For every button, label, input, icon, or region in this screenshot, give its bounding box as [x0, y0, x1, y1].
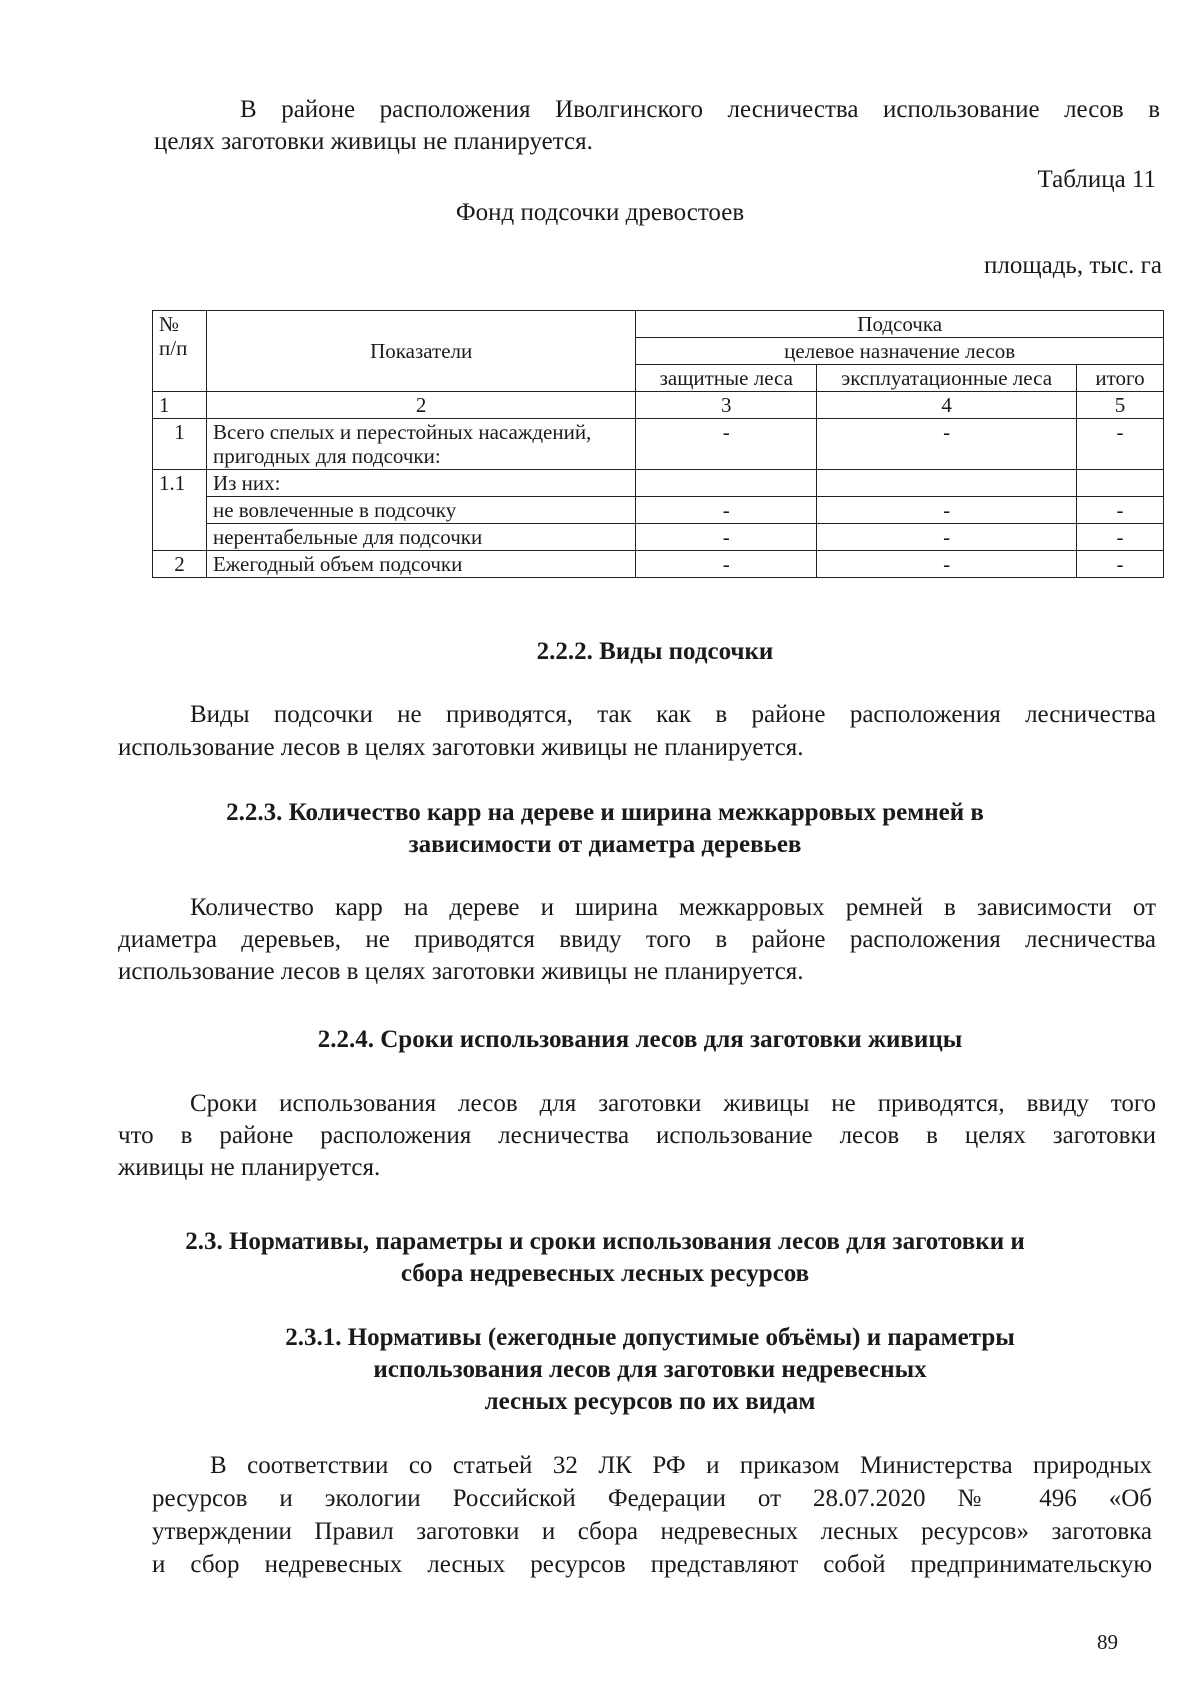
header-purpose: целевое назначение лесов — [636, 338, 1164, 365]
row-num — [153, 497, 207, 524]
header-operational: эксплуатационные леса — [817, 365, 1077, 392]
header-protective: защитные леса — [636, 365, 817, 392]
row-num: 2 — [153, 551, 207, 578]
header-indicator: Показатели — [206, 311, 635, 392]
row-num — [153, 524, 207, 551]
row-num: 1.1 — [153, 470, 207, 497]
section-heading-2-3-1-line-2: использования лесов для заготовки недревесных — [373, 1356, 927, 1383]
row-value-total: - — [1077, 524, 1164, 551]
s222-line-1: Виды подсочки не приводятся, так как в районе расположения лесничества — [190, 701, 1156, 728]
section-heading-2-2-3-line-2: зависимости от диаметра деревьев — [408, 831, 802, 858]
s231-line-2: ресурсов и экологии Российской Федерации от 28.07.2020 № 496 «Об — [152, 1485, 1152, 1512]
row-label: Ежегодный объем подсочки — [206, 551, 635, 578]
row-value-total — [1077, 470, 1164, 497]
section-heading-2-3-1-line-3: лесных ресурсов по их видам — [484, 1388, 816, 1415]
column-number-row — [153, 392, 1164, 419]
s224-line-3: живицы не планируется. — [118, 1154, 381, 1181]
col-number: 2 — [206, 392, 635, 419]
col-number: 5 — [1077, 392, 1164, 419]
header-total: итого — [1077, 365, 1164, 392]
s231-line-1: В соответствии со статьей 32 ЛК РФ и приказом Министерства природных — [210, 1452, 1152, 1479]
table-number: Таблица 11 — [1037, 166, 1156, 193]
row-value-protective: - — [636, 551, 817, 578]
row-value-protective: - — [636, 419, 817, 470]
tapping-fund-table — [152, 310, 1164, 578]
row-value-total: - — [1077, 419, 1164, 470]
col-number: 3 — [636, 392, 817, 419]
table-row — [153, 497, 1164, 524]
header-num: № п/п — [153, 311, 207, 392]
table-row — [153, 524, 1164, 551]
section-heading-2-2-2: 2.2.2. Виды подсочки — [536, 638, 774, 665]
row-value-operational: - — [817, 419, 1077, 470]
row-label: нерентабельные для подсочки — [206, 524, 635, 551]
s231-line-4: и сбор недревесных лесных ресурсов представляют собой предпринимательскую — [152, 1551, 1152, 1578]
section-heading-2-2-4: 2.2.4. Сроки использования лесов для заготовки живицы — [317, 1026, 963, 1053]
table-row — [153, 419, 1164, 470]
s223-line-1: Количество карр на дереве и ширина межкарровых ремней в зависимости от — [190, 894, 1156, 921]
table-title: Фонд подсочки древостоев — [455, 199, 745, 226]
col-number: 1 — [153, 392, 207, 419]
row-label: Из них: — [206, 470, 635, 497]
table-unit: площадь, тыс. га — [984, 252, 1162, 279]
table-header-row-1 — [153, 311, 1164, 338]
table-row — [153, 551, 1164, 578]
header-tapping: Подсочка — [636, 311, 1164, 338]
s223-line-2: диаметра деревьев, не приводятся ввиду того в районе расположения лесничества — [118, 926, 1156, 953]
row-label: не вовлеченные в подсочку — [206, 497, 635, 524]
row-value-protective: - — [636, 497, 817, 524]
row-value-operational — [817, 470, 1077, 497]
table-row — [153, 470, 1164, 497]
col-number: 4 — [817, 392, 1077, 419]
row-value-total: - — [1077, 551, 1164, 578]
section-heading-2-3-line-1: 2.3. Нормативы, параметры и сроки использования лесов для заготовки и — [185, 1228, 1025, 1255]
s222-line-2: использование лесов в целях заготовки живицы не планируется. — [118, 734, 804, 761]
intro-line-1: В районе расположения Иволгинского лесничества использование лесов в — [240, 96, 1160, 123]
section-heading-2-3-line-2: сбора недревесных лесных ресурсов — [400, 1260, 810, 1287]
row-label: Всего спелых и перестойных насаждений, пригодных для подсочки: — [206, 419, 635, 470]
page-number: 89 — [1097, 1630, 1118, 1654]
row-value-operational: - — [817, 524, 1077, 551]
s224-line-2: что в районе расположения лесничества использование лесов в целях заготовки — [118, 1122, 1156, 1149]
row-value-operational: - — [817, 497, 1077, 524]
s223-line-3: использование лесов в целях заготовки живицы не планируется. — [118, 958, 804, 985]
s231-line-3: утверждении Правил заготовки и сбора недревесных лесных ресурсов» заготовка — [152, 1518, 1152, 1545]
row-value-total: - — [1077, 497, 1164, 524]
s224-line-1: Сроки использования лесов для заготовки живицы не приводятся, ввиду того — [190, 1090, 1156, 1117]
row-value-operational: - — [817, 551, 1077, 578]
row-value-protective — [636, 470, 817, 497]
row-value-protective: - — [636, 524, 817, 551]
row-num: 1 — [153, 419, 207, 470]
section-heading-2-3-1-line-1: 2.3.1. Нормативы (ежегодные допустимые объёмы) и параметры — [285, 1324, 1015, 1351]
intro-line-2: целях заготовки живицы не планируется. — [154, 128, 593, 155]
section-heading-2-2-3-line-1: 2.2.3. Количество карр на дереве и ширина межкарровых ремней в — [226, 799, 984, 826]
